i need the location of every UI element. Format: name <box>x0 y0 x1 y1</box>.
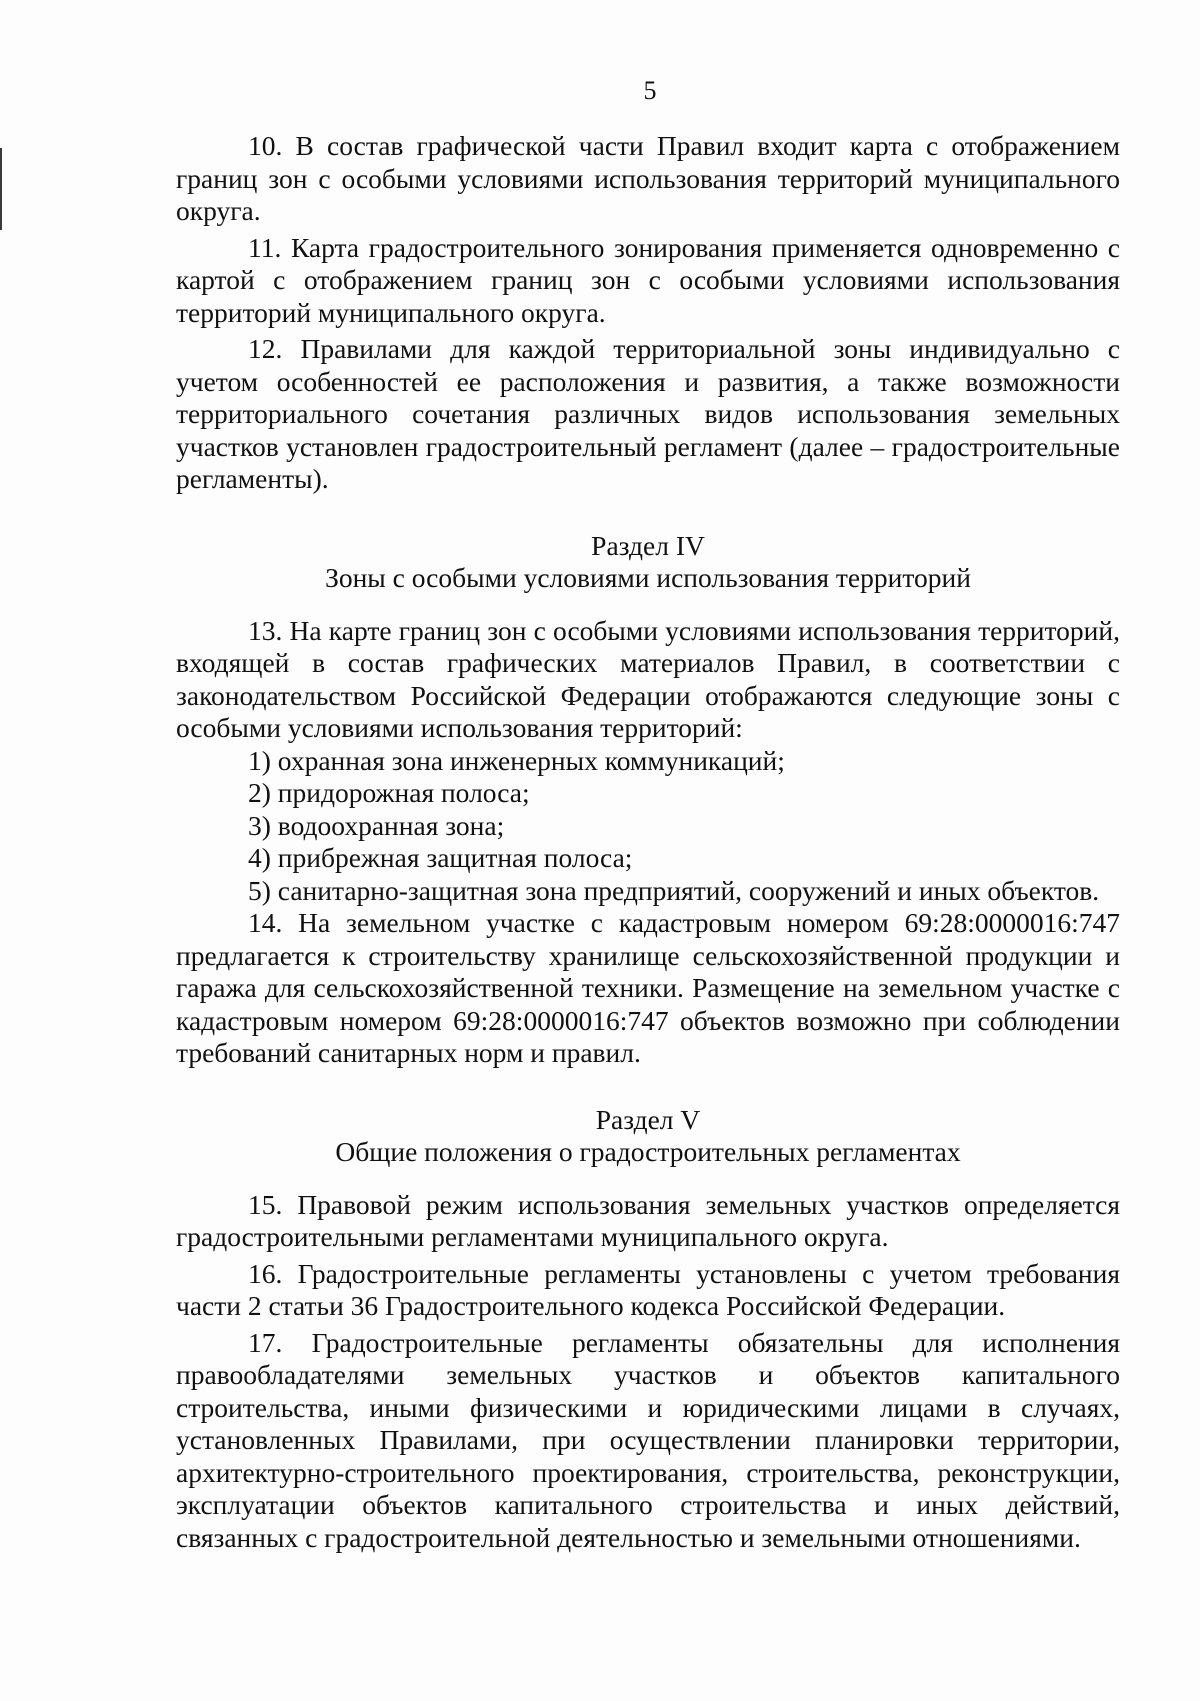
paragraph-10: 10. В состав графической части Правил входит карта с отображением границ зон с особыми условиями использования территорий муниципального округа. <box>176 130 1120 226</box>
section-5-title: Общие положения о градостроительных регламентах <box>335 1136 961 1167</box>
list-item: 3) водоохранная зона; <box>248 809 505 841</box>
paragraph-17: 17. Градостроительные регламенты обязательны для исполнения правообладателями земельных участков и объектов капитального строительства, иными физическими и юридическими лицами в случаях, установленных Правилами, при осуществлении планировки территории, архитектурно-строительного проектирования, строительства, реконструкции, эксплуатации объектов капитального строительства и иных действий, связанных с градостроительной деятельностью и земельными отношениями. <box>176 1326 1120 1553</box>
paragraph-15: 15. Правовой режим использования земельных участков определяется градостроительными регламентами муниципального округа. <box>176 1188 1120 1252</box>
section-4-title: Зоны с особыми условиями использования территорий <box>325 562 971 593</box>
paragraph-13: 13. На карте границ зон с особыми условиями использования территорий, входящей в состав графических материалов Правил, в соответствии с законодательством Российской Федерации отображаются следующие зоны с особыми условиями использования территорий: <box>176 614 1120 743</box>
section-5-label: Раздел V <box>595 1103 701 1135</box>
list-item: 5) санитарно-защитная зона предприятий, сооружений и иных объектов. <box>248 874 1100 906</box>
paragraph-14: 14. На земельном участке с кадастровым номером 69:28:0000016:747 предлагается к строительству хранилище сельскохозяйственной продукции и гаража для сельскохозяйственной техники. Размещение на земельном участке с кадастровым номером 69:28:0000016:747 объектов возможно при соблюдении требований санитарных норм и правил. <box>176 907 1120 1068</box>
paragraph-12: 12. Правилами для каждой территориальной зоны индивидуально с учетом особенностей ее расположения и развития, а также возможности территориального сочетания различных видов использования земельных участков установлен градостроительный регламент (далее – градостроительные регламенты). <box>176 333 1120 494</box>
list-item: 2) придорожная полоса; <box>248 777 530 808</box>
page-number: 5 <box>643 76 657 105</box>
scan-edge-mark <box>0 148 2 230</box>
document-body <box>176 130 1120 1554</box>
list-item: 1) охранная зона инженерных коммуникаций; <box>248 744 785 776</box>
list-item: 4) прибрежная защитная полоса; <box>248 842 633 873</box>
section-4-label: Раздел IV <box>591 529 705 561</box>
paragraph-11: 11. Карта градостроительного зонирования применяется одновременно с картой с отображением границ зон с особыми условиями использования территорий муниципального округа. <box>176 231 1120 328</box>
paragraph-16: 16. Градостроительные регламенты установлены с учетом требования части 2 статьи 36 Градостроительного кодекса Российской Федерации. <box>176 1257 1120 1321</box>
